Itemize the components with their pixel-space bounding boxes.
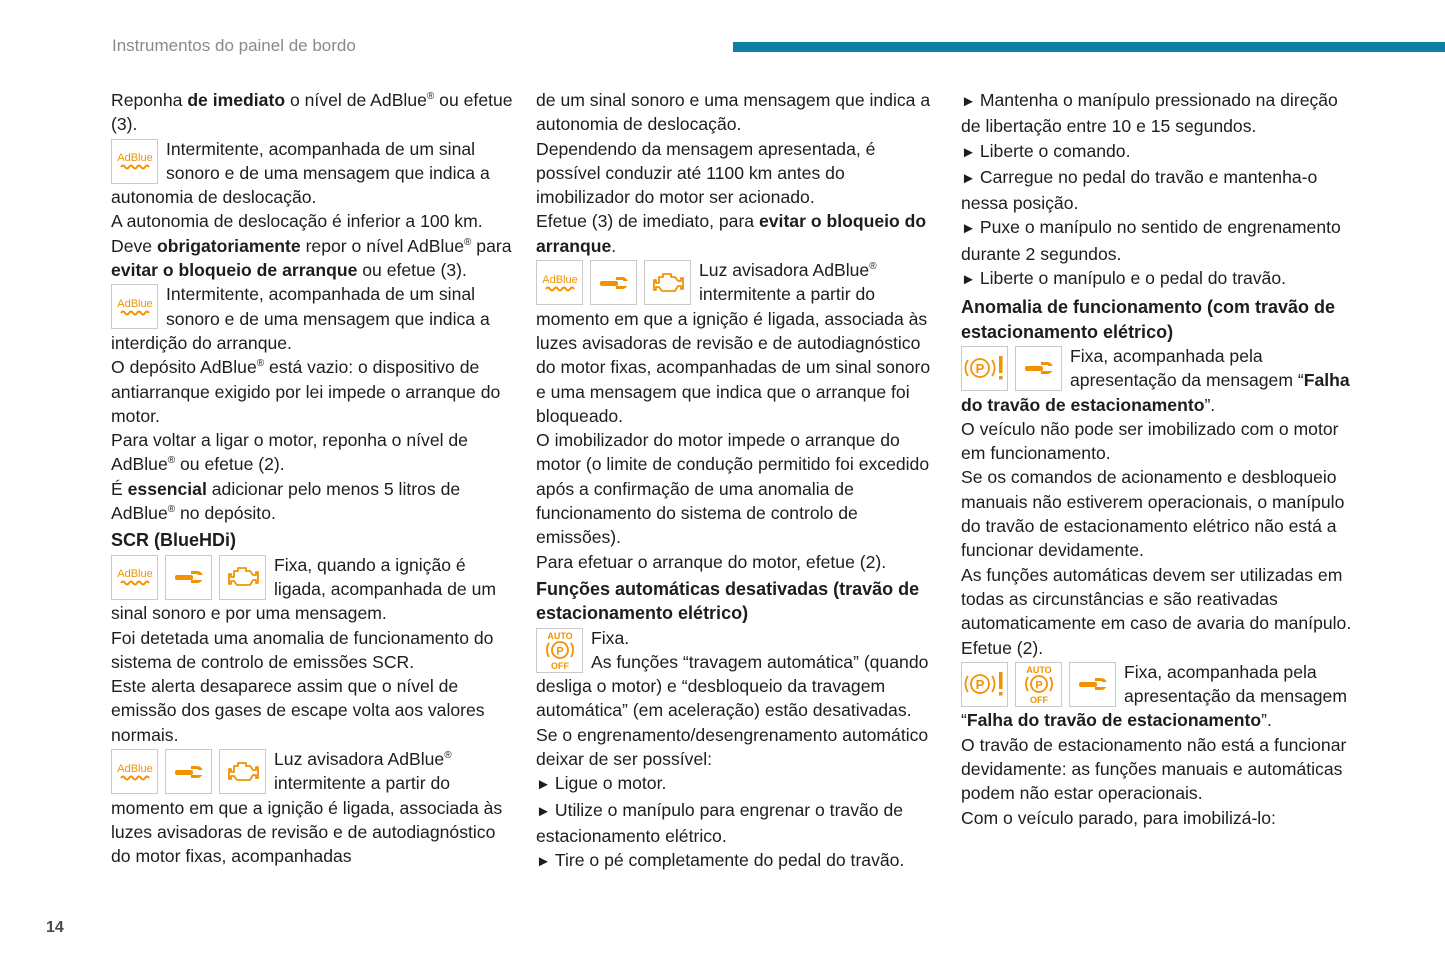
service-wrench-icon <box>165 749 212 794</box>
svg-text:AdBlue: AdBlue <box>116 297 153 310</box>
paragraph: Se os comandos de acionamento e desbloqueio manuais não estiverem operacionais, o manípulo do travão de estacionamento elétrico não está a funcionar devidamente. <box>961 467 1345 561</box>
paragraph: Dependendo da mensagem apresentada, é possível conduzir até 1100 km antes do imobilizador do motor ser acionado. <box>536 138 876 208</box>
svg-text:AdBlue: AdBlue <box>116 152 153 165</box>
header-accent-bar <box>733 42 1445 52</box>
adblue-warning-icon <box>111 555 158 600</box>
paragraph: Efetue (2). <box>961 637 1044 658</box>
svg-text:P: P <box>1034 679 1043 692</box>
paragraph: Reponha de imediato o nível de AdBlue® ou efetue (3). <box>111 90 513 135</box>
warning-icons-group <box>111 749 266 794</box>
paragraph: de um sinal sonoro e uma mensagem que indica a autonomia de deslocação. <box>536 90 931 135</box>
paragraph: AdBlue Fixa, quando a ignição é ligada, acompanhada de um sinal sonoro e por uma mensagem. <box>111 554 497 624</box>
paragraph: AdBlue Luz avisadora AdBlue® intermitente a partir do momento em que a ignição é ligada, associada às luzes avisadoras de revisão e de autodiagnóstico do motor fixas, acompanhadas de um sinal sonoro e uma mensagem que indica que o arranque foi bloqueado. <box>536 260 931 426</box>
bullet-item: ► Utilize o manípulo para engrenar o travão de estacionamento elétrico. <box>536 799 904 846</box>
auto-parking-off-icon <box>536 628 583 673</box>
bullet-item: ► Liberte o manípulo e o pedal do travão. <box>961 268 1287 289</box>
adblue-warning-icon <box>111 749 158 794</box>
svg-text:AdBlue: AdBlue <box>116 568 153 581</box>
paragraph: AdBlue Intermitente, acompanhada de um sinal sonoro e de uma mensagem que indica a interdição do arranque. <box>111 284 490 353</box>
service-wrench-icon <box>1015 346 1062 391</box>
paragraph: A autonomia de deslocação é inferior a 100 km. <box>111 211 483 232</box>
bullet-item: ► Carregue no pedal do travão e mantenha-o nessa posição. <box>961 166 1318 214</box>
paragraph: Com o veículo parado, para imobilizá-lo: <box>961 807 1276 828</box>
column-3 <box>961 88 1356 830</box>
column-1 <box>111 88 513 869</box>
service-wrench-icon <box>590 260 637 305</box>
page-number: 14 <box>46 919 64 936</box>
warning-icons-group <box>111 555 266 600</box>
adblue-warning-icon <box>111 284 158 329</box>
paragraph: AUTO P OFF Fixa. As funções “travagem automática” (quando desliga o motor) e “desbloqueio da travagem automática” (em aceleração) estão desativadas. <box>536 627 929 721</box>
paragraph: O depósito AdBlue® está vazio: o dispositivo de antiarranque exigido por lei impede o arranque do motor. <box>111 357 501 426</box>
bullet-item: ► Ligue o motor. <box>536 773 667 794</box>
paragraph: Deve obrigatoriamente repor o nível AdBlue® para evitar o bloqueio de arranque ou efetue (3). <box>111 235 512 281</box>
warning-icons-group <box>536 628 583 673</box>
page-header-title: Instrumentos do painel de bordo <box>112 36 356 55</box>
paragraph: Se o engrenamento/desengrenamento automático deixar de ser possível: <box>536 724 929 770</box>
paragraph: As funções automáticas devem ser utilizadas em todas as circunstâncias e são reativadas automaticamente em caso de avaria do manípulo. <box>961 564 1352 634</box>
column-2 <box>536 88 936 875</box>
paragraph: P AUTO P OFF Fixa, acompanhada pela apresentação da mensagem “Falha do travão de estacionamento”. <box>961 661 1347 731</box>
bullet-item: ► Mantenha o manípulo pressionado na direção de libertação entre 10 e 15 segundos. <box>961 90 1338 137</box>
adblue-warning-icon <box>111 139 158 184</box>
svg-text:OFF: OFF <box>550 661 569 672</box>
engine-check-icon <box>644 260 691 305</box>
warning-icons-group <box>961 346 1062 391</box>
parking-brake-fault-icon <box>961 346 1008 391</box>
bullet-item: ► Liberte o comando. <box>961 140 1131 161</box>
paragraph: O veículo não pode ser imobilizado com o motor em funcionamento. <box>961 418 1339 464</box>
paragraph: AdBlue Intermitente, acompanhada de um sinal sonoro e de uma mensagem que indica a autonomia de deslocação. <box>111 138 490 208</box>
paragraph: É essencial adicionar pelo menos 5 litros de AdBlue® no depósito. <box>111 478 461 524</box>
paragraph: Este alerta desaparece assim que o nível de emissão dos gases de escape volta aos valores normais. <box>111 676 485 745</box>
svg-text:P: P <box>555 645 564 658</box>
section-heading-malfunction: Anomalia de funcionamento (com travão de estacionamento elétrico) <box>961 297 1336 342</box>
engine-check-icon <box>219 749 266 794</box>
paragraph: Para efetuar o arranque do motor, efetue (2). <box>536 551 887 572</box>
svg-text:AUTO: AUTO <box>1025 665 1052 676</box>
paragraph: AdBlue Luz avisadora AdBlue® intermitente a partir do momento em que a ignição é ligada, associada às luzes avisadoras de revisão e de autodiagnóstico do motor fixas, acompanhadas <box>111 749 503 867</box>
bullet-item: ► Tire o pé completamente do pedal do travão. <box>536 850 905 871</box>
parking-brake-fault-icon <box>961 662 1008 707</box>
adblue-warning-icon <box>536 260 583 305</box>
warning-icons-group <box>961 662 1116 707</box>
paragraph: O imobilizador do motor impede o arranque do motor (o limite de condução permitido foi excedido após a confirmação de uma anomalia de funcionamento do sistema de controlo de emissões). <box>536 430 930 548</box>
svg-text:OFF: OFF <box>1029 695 1048 706</box>
bullet-item: ► Puxe o manípulo no sentido de engrenamento durante 2 segundos. <box>961 217 1341 264</box>
svg-text:P: P <box>975 361 984 377</box>
warning-icons-group <box>111 284 158 329</box>
paragraph: P Fixa, acompanhada pela apresentação da mensagem “Falha do travão de estacionamento”. <box>961 345 1350 415</box>
paragraph: Efetue (3) de imediato, para evitar o bloqueio do arranque. <box>536 211 927 256</box>
section-heading-auto-functions: Funções automáticas desativadas (travão de estacionamento elétrico) <box>536 578 920 624</box>
svg-text:AdBlue: AdBlue <box>541 273 578 286</box>
svg-text:AUTO: AUTO <box>546 631 573 642</box>
section-heading-scr: SCR (BlueHDi) <box>111 530 236 551</box>
service-wrench-icon <box>1069 662 1116 707</box>
paragraph: O travão de estacionamento não está a funcionar devidamente: as funções manuais e automáticas podem não estar operacionais. <box>961 734 1347 804</box>
auto-parking-off-icon <box>1015 662 1062 707</box>
svg-text:P: P <box>975 677 984 693</box>
paragraph: Foi detetada uma anomalia de funcionamento do sistema de controlo de emissões SCR. <box>111 627 494 672</box>
service-wrench-icon <box>165 555 212 600</box>
warning-icons-group <box>536 260 691 305</box>
paragraph: Para voltar a ligar o motor, reponha o nível de AdBlue® ou efetue (2). <box>111 430 468 475</box>
svg-text:AdBlue: AdBlue <box>116 762 153 775</box>
engine-check-icon <box>219 555 266 600</box>
warning-icons-group <box>111 139 158 184</box>
